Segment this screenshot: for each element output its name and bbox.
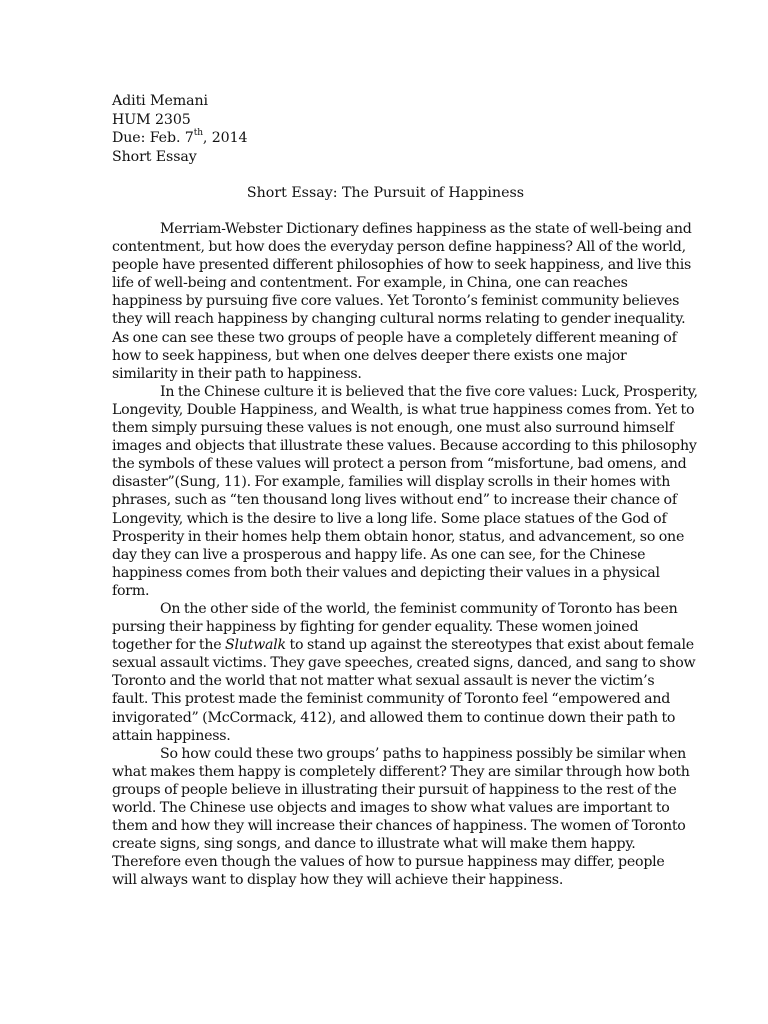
paragraph-line: images and objects that illustrate these values. Because according to this philosophy (112, 438, 697, 455)
paragraph-line: the symbols of these values will protect a person from “misfortune, bad omens, and (112, 456, 687, 473)
paragraph-line: Merriam-Webster Dictionary defines happiness as the state of well-being and (160, 221, 692, 237)
paragraph-line: pursing their happiness by fighting for gender equality. These women joined (112, 619, 639, 636)
paragraph-line: them and how they will increase their chances of happiness. The women of Toronto (112, 818, 686, 835)
paragraph-line: On the other side of the world, the feminist community of Toronto has been (160, 600, 678, 617)
paragraph-line: As one can see these two groups of people have a completely different meaning of (112, 329, 677, 346)
paragraph-line: Prosperity in their homes help them obtain honor, status, and advancement, so one (112, 528, 685, 545)
paragraph-2 (112, 383, 698, 600)
paragraph-line: people have presented different philosophies of how to seek happiness, and live this (112, 257, 692, 274)
paragraph-line: sexual assault victims. They gave speeches, created signs, danced, and sang to show (112, 655, 696, 672)
paragraph-line: what makes them happy is completely different? They are similar through how both (112, 763, 690, 780)
paragraph-line: will always want to display how they will achieve their happiness. (112, 872, 564, 889)
paragraph-line (112, 636, 694, 654)
paragraph-line: day they can live a prosperous and happy life. As one can see, for the Chinese (112, 546, 646, 563)
paragraph-3 (112, 600, 696, 745)
paragraph-line: life of well-being and contentment. For example, in China, one can reaches (112, 275, 628, 292)
due-date-prefix: Due: Feb. 7 (112, 130, 194, 147)
paragraph-line: form. (112, 582, 150, 599)
essay-body (112, 220, 698, 889)
paragraph-line: Therefore even though the values of how to pursue happiness may differ, people (112, 854, 665, 871)
paragraph-line: similarity in their path to happiness. (112, 365, 362, 382)
paragraph-line: them simply pursuing these values is not enough, one must also surround himself (112, 420, 674, 437)
paragraph-line: disaster”(Sung, 11). For example, families will display scrolls in their homes with (112, 474, 671, 491)
paragraph-4 (112, 745, 690, 890)
paragraph-line: Longevity, which is the desire to live a long life. Some place statues of the God of (112, 510, 667, 527)
paragraph-line: happiness comes from both their values and depicting their values in a physical (112, 564, 660, 581)
paragraph-line: Toronto and the world that not matter what sexual assault is never the victim’s (112, 673, 655, 690)
paragraph-line: In the Chinese culture it is believed that the five core values: Luck, Prosperity, (160, 383, 698, 400)
paragraph-line: create signs, sing songs, and dance to illustrate what will make them happy. (112, 836, 636, 853)
paragraph-line: fault. This protest made the feminist community of Toronto feel “empowered and (112, 691, 671, 708)
due-date (112, 129, 672, 148)
italic-event-name: Slutwalk (225, 637, 286, 654)
paragraph-line: they will reach happiness by changing cultural norms relating to gender inequality. (112, 311, 686, 328)
paragraph-1 (112, 220, 692, 383)
paragraph-line: world. The Chinese use objects and images to show what values are important to (112, 800, 670, 816)
paragraph-line: attain happiness. (112, 727, 231, 744)
paragraph-line: So how could these two groups’ paths to happiness possibly be similar when (160, 745, 686, 762)
paragraph-line: phrases, such as “ten thousand long lives without end” to increase their chance of (112, 492, 677, 509)
due-date-ordinal: th (193, 128, 203, 139)
paragraph-line: contentment, but how does the everyday person define happiness? All of the world, (112, 239, 686, 256)
essay-header (112, 92, 672, 166)
essay-title: Short Essay: The Pursuit of Happiness (246, 185, 525, 201)
text-run: together for the (112, 637, 226, 654)
document-type: Short Essay (112, 148, 197, 165)
due-date-suffix: , 2014 (202, 130, 248, 147)
course-code: HUM 2305 (112, 111, 191, 128)
paragraph-line: how to seek happiness, but when one delves deeper there exists one major (112, 347, 627, 364)
paragraph-line: Longevity, Double Happiness, and Wealth, is what true happiness comes from. Yet to (112, 401, 695, 418)
paragraph-line: happiness by pursuing five core values. Yet Toronto’s feminist community believes (112, 293, 680, 310)
text-run: to stand up against the stereotypes that exist about female (285, 637, 694, 654)
author-name: Aditi Memani (112, 93, 208, 109)
paragraph-line: groups of people believe in illustrating their pursuit of happiness to the rest of the (112, 781, 677, 798)
paragraph-line: invigorated” (McCormack, 412), and allowed them to continue down their path to (112, 709, 676, 726)
